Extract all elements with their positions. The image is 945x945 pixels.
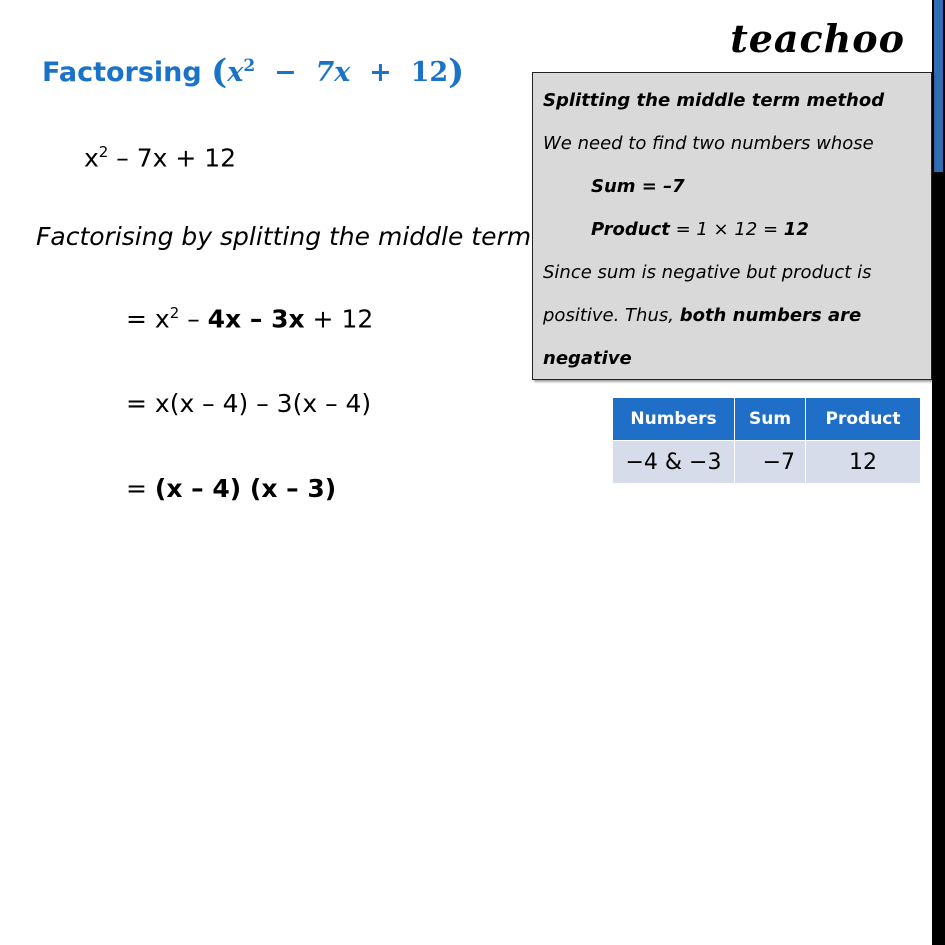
method-note-box (532, 72, 932, 380)
method-caption: Factorising by splitting the middle term (36, 222, 532, 251)
header-sum: Sum (735, 398, 806, 441)
note-reason-2: positive. Thus, both numbers are (543, 305, 862, 326)
teachoo-logo: teachoo (730, 16, 905, 61)
step-2: = x(x – 4) – 3(x – 4) (126, 389, 372, 418)
title-expression: $(x^2 - 7x + 12)$ (211, 52, 465, 92)
cell-numbers: −4 & −3 (613, 441, 735, 484)
cell-sum: −7 (735, 441, 806, 484)
note-reason-3: negative (543, 348, 632, 369)
step-1: = $x^2 - 4x - 3x + 12$ (126, 304, 374, 334)
step-3: = (x – 4) (x – 3) (126, 474, 337, 503)
note-intro: We need to find two numbers whose (543, 133, 874, 154)
note-sum: Sum = –7 (591, 176, 685, 197)
note-reason-1: Since sum is negative but product is (543, 262, 872, 283)
table-header-row (613, 398, 920, 441)
header-product: Product (806, 398, 921, 441)
note-product: Product = 1 × 12 = 12 (591, 219, 809, 240)
note-heading: Splitting the middle term method (543, 90, 885, 111)
page-title (42, 52, 464, 92)
table-row (613, 441, 920, 484)
expression: $x^2 - 7x + 12$ (84, 143, 237, 173)
numbers-table (613, 398, 920, 483)
header-numbers: Numbers (613, 398, 735, 441)
side-bar (932, 0, 945, 945)
side-bar-accent (934, 0, 943, 172)
cell-product: 12 (806, 441, 921, 484)
title-label: Factorsing (42, 57, 202, 88)
